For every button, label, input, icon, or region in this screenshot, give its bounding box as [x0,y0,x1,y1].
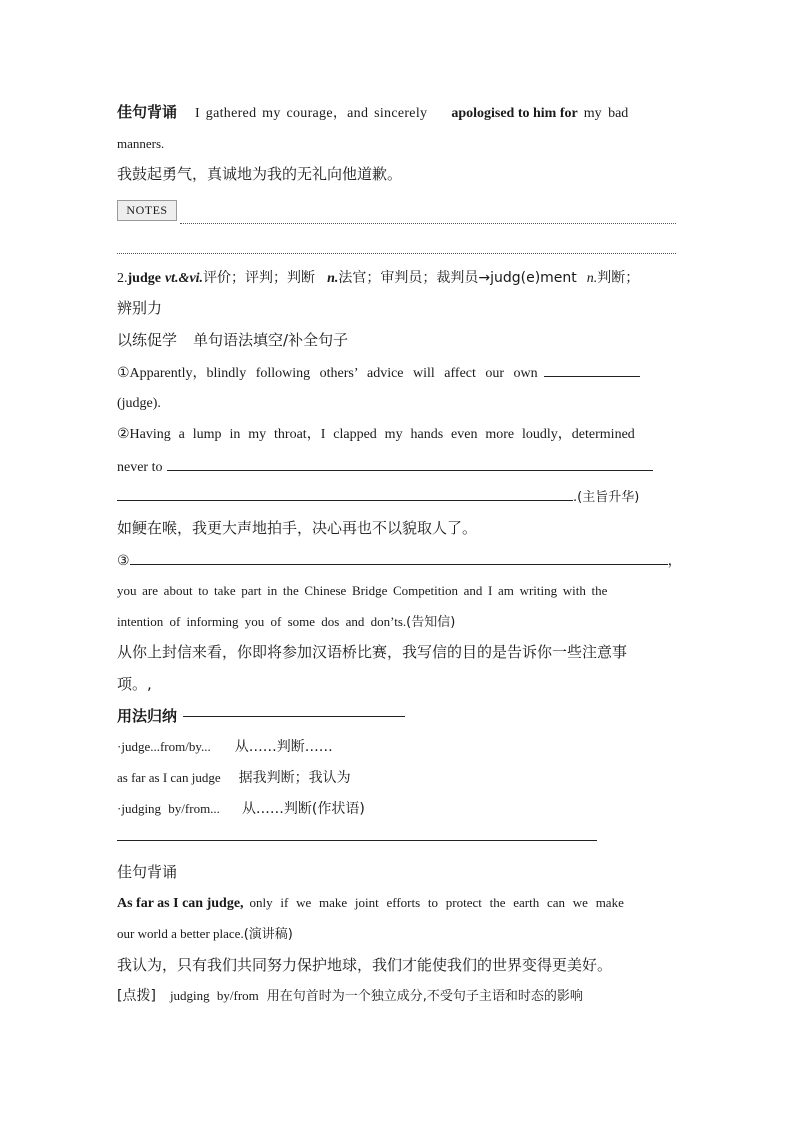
question-3-text-c: intention of informing you of some dos and don’ts. [117,614,407,629]
sentence-1-text-b: my bad [583,106,629,121]
question-3-line-1 [117,550,682,572]
usage-item-1-zh: 从……判断…… [234,739,333,755]
word-number: 2. [117,271,128,286]
tip-text: 用在句首时为一个独立成分,不受句子主语和时态的影响 [266,989,583,1004]
sentence-1-phrase: apologised to him for [451,106,578,121]
usage-heading: 用法归纳 [117,707,178,725]
usage-heading-rule [183,716,405,717]
question-2-blank-1[interactable] [167,456,653,471]
question-3-number: ③ [117,553,130,569]
notes-label: NOTES [117,200,177,221]
sentence-2-phrase: As far as I can judge, [117,896,244,911]
question-3-comma: ， [667,553,682,569]
notes-dotted-line-2 [117,253,676,254]
question-1-blank[interactable] [544,362,640,377]
sentence-1-line-1 [117,102,628,124]
word-meaning-verb: 评价；评判；判断 [203,270,316,286]
usage-item-3-zh: 从……判断(作状语) [241,801,365,817]
practice-heading: 以练促学 [117,331,178,349]
section-heading-recite-2: 佳句背诵 [117,863,178,881]
question-2-text-b: never to [117,460,163,475]
tip-line [117,986,583,1007]
practice-heading-line [117,330,348,350]
question-3-blank[interactable] [130,550,668,565]
tip-label: [点拨] [117,988,156,1004]
notes-dotted-line-1 [180,223,676,224]
sentence-2-line-2 [117,924,293,945]
section-heading-recite: 佳句背诵 [117,103,178,121]
question-1-line-1 [117,362,640,384]
question-2-line-1: ②Having a lump in my throat，I clapped my hands even more loudly，determined [117,427,635,442]
sentence-1-translation: 我鼓起勇气，真诚地为我的无礼向他道歉。 [117,165,403,183]
question-3-line-2: you are about to take part in the Chinese Bridge Competition and I am writing with the [117,583,608,598]
sentence-2-translation: 我认为，只有我们共同努力保护地球，我们才能使我们的世界变得更美好。 [117,956,613,974]
question-2-line-2 [117,456,653,478]
word-headword: judge [127,271,161,286]
sentence-2-source: (演讲稿) [243,927,293,942]
question-2-line-3 [117,486,639,508]
word-entry-judge [117,268,639,289]
question-3-line-3 [117,612,455,633]
usage-item-2-zh: 据我判断；我认为 [238,770,351,786]
sentence-2-line-1 [117,893,624,914]
question-1-line-2: (judge). [117,396,161,411]
practice-task: 单句语法填空/补全句子 [193,331,349,349]
sentence-1-line-2: manners. [117,136,165,151]
usage-item-1-en: ·judge...from/by... [117,739,211,754]
question-3-source: (告知信) [406,615,456,630]
word-meaning-judgement: 判断； [597,270,640,286]
usage-item-3-en: ·judging by/from... [117,801,220,816]
usage-item-3 [117,799,365,819]
word-pos-noun: n. [327,271,339,286]
sentence-1-text-a: I gathered my courage，and sincerely [195,106,428,121]
question-3-translation: 从你上封信来看，你即将参加汉语桥比赛，我写信的目的是告诉你一些注意事 [117,643,628,661]
question-2-translation: 如鲠在喉，我更大声地拍手，决心再也不以貌取人了。 [117,519,478,537]
word-pos-noun-2: n. [586,271,598,286]
question-1-text: ①Apparently，blindly following others’ advice will affect our own [117,366,538,381]
sentence-2-text-a: only if we make joint efforts to protect the earth can we make [249,895,624,910]
question-2-source: .(主旨升华) [573,490,640,505]
word-meaning-continued: 辨别力 [117,299,163,317]
question-2-blank-2[interactable] [117,486,573,501]
word-meaning-noun: 法官；审判员；裁判员→judg(e)ment [338,270,577,286]
sentence-2-text-b: our world a better place. [117,926,244,941]
tip-phrase: judging by/from [169,988,259,1003]
usage-item-2-en: as far as I can judge [117,770,221,785]
word-pos-verb: vt.&vi. [164,271,204,286]
usage-end-rule [117,840,597,841]
usage-item-1 [117,737,333,757]
usage-item-2 [117,768,351,788]
question-3-translation-2: 项。, [117,675,152,693]
